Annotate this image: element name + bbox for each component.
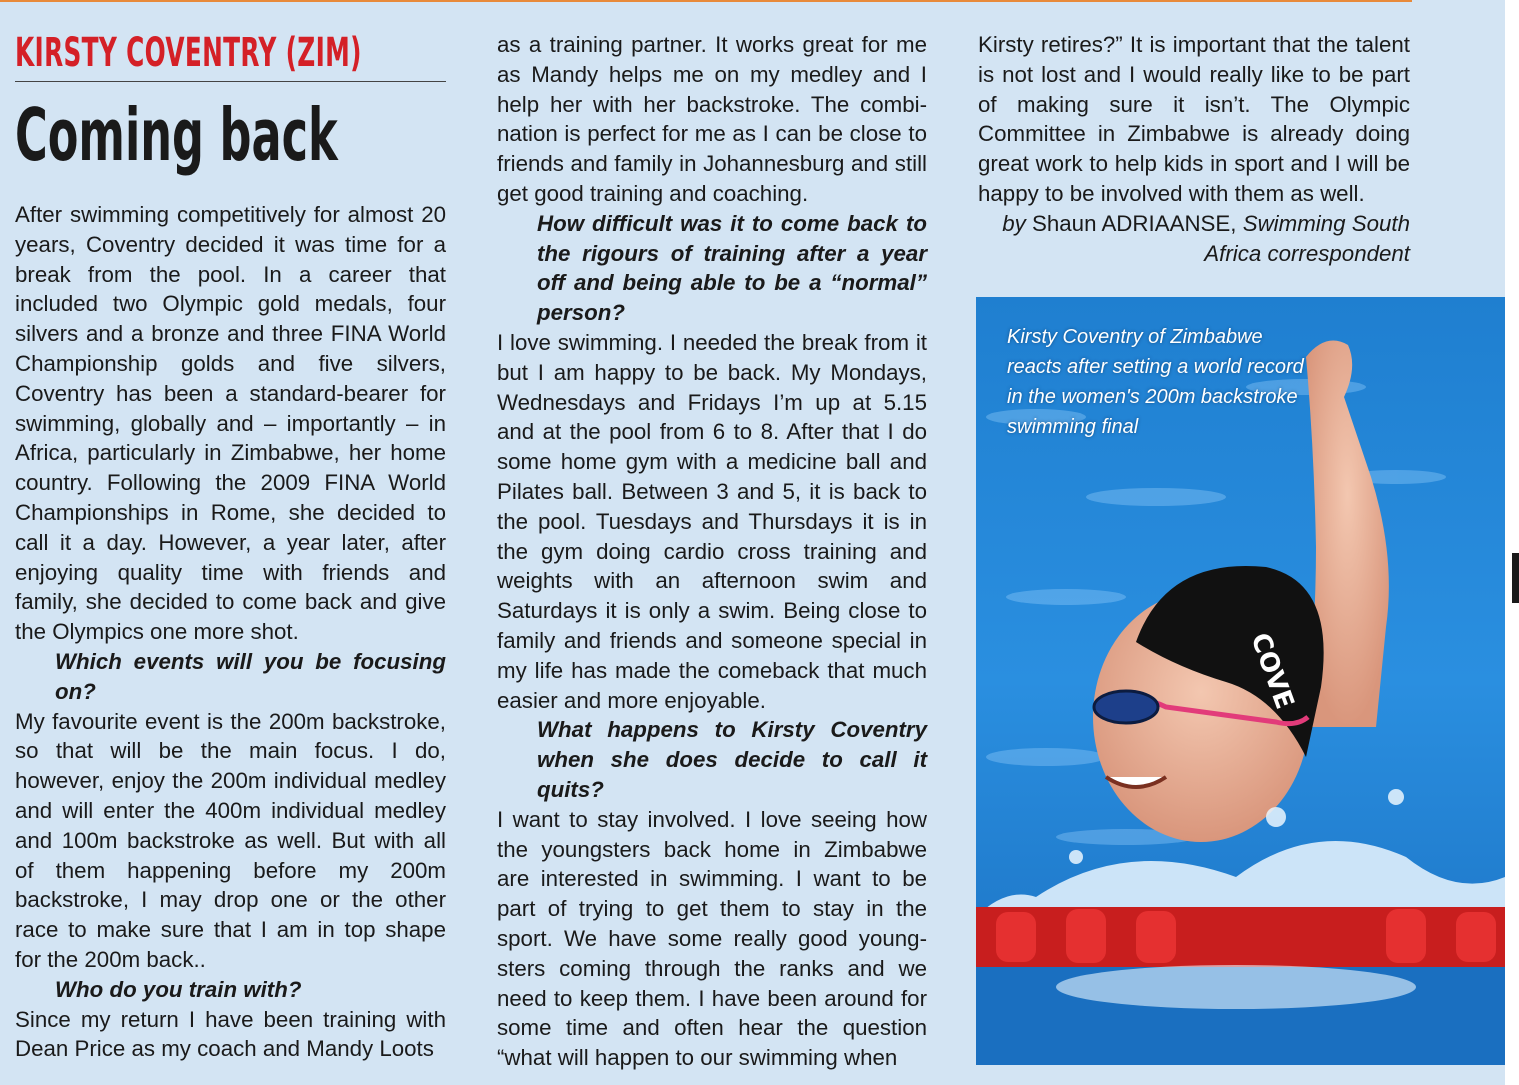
intro-paragraph: After swimming competitively for almost 20 years, Coventry decided it was time for a break from the pool. In a career that included two Olympic gold medals, four silvers and a bronze and three FINA World Championship golds and five silvers, Coventry has been a standard-bearer for swimming, globally and – importantly – in Africa, particularly in Zimbabwe, her home country. Following the 2009 FINA World Championships in Rome, she decided to call it a day. However, a year later, after enjoying quality time with friends and family, she decided to come back and give the Olympics one more shot. [15, 202, 446, 645]
goggle-lens [1094, 691, 1158, 723]
page-edge [1505, 0, 1519, 1085]
kicker-divider [15, 81, 446, 82]
byline-by: by [1002, 210, 1026, 236]
photo-caption: Kirsty Coventry of Zimbabwe reacts after setting a world record in the women's 200m backstroke swimming final [1007, 326, 1304, 438]
article-headline: Coming back [15, 93, 338, 177]
question-4: What happens to Kirsty Coventry when she does decide to call it quits? [537, 717, 927, 802]
question-2: Who do you train with? [55, 976, 302, 1002]
answer-2-part-2: as a training partner. It works great for me as Mandy helps me on my medley and I help her with her backstroke. The combination is perfect for me as I can be close to friends and family in Johannesburg and still get good training and coaching. [497, 32, 927, 206]
answer-1: My favourite event is the 200m backstroke, so that will be the main focus. I do, however, enjoy the 200m individual medley and will enter the 400m individual medley and 100m backstroke as well. But with all of them happening before my 200m backstroke, I may drop one or the other race to make sure that I am in top shape for the 200m back.. [15, 708, 446, 972]
column-3 [978, 30, 1410, 268]
answer-4-part-2: Kirsty retires?” It is important that the talent is not lost and I would really like to be part of making sure it isn’t. The Olympic Committee in Zimbabwe is already doing great work to help kids in sport and I will be happy to be involved with them as well. [978, 32, 1410, 206]
answer-4-part-1: I want to stay involved. I love seeing how the youngsters back home in Zimbabwe are interested in swimming. I want to be part of trying to get them to stay in the sport. We have some really good youngsters coming through the ranks and we need to keep them. I have been around for some time and often hear the question “what will happen to our swimming when [497, 806, 927, 1071]
article-kicker: KIRSTY COVENTRY (ZIM) [15, 30, 362, 76]
answer-2-part-1: Since my return I have been training with Dean Price as my coach and Mandy Loots [15, 1006, 446, 1062]
lane-rope [976, 907, 1505, 967]
answer-3: I love swimming. I needed the break from it but I am happy to be back. My Mondays, Wednesdays and Fridays I’m up at 5.15 and at the pool from 6 to 8. After that I do some home gym with a medicine ball and Pilates ball. Between 3 and 5, it is back to the pool. Tuesdays and Thursdays it is in the gym doing cardio cross training and weights with an afternoon swim and Saturdays it is only a swim. Being close to family and friends and someone special in my life has made the comeback that much easier and more enjoyable. [497, 329, 927, 713]
column-2 [497, 30, 927, 1073]
byline-name: Shaun ADRIAANSE, [1032, 210, 1237, 236]
page-edge-tab [1512, 553, 1519, 603]
byline-role: Swimming South Africa correspondent [1204, 210, 1410, 266]
splash-lower [1056, 965, 1416, 1009]
question-3: How difficult was it to come back to the rigours of training after a year off and being able to be a “normal” person? [537, 210, 927, 326]
byline [978, 209, 1410, 269]
swimmer-photo [976, 297, 1505, 1065]
question-1: Which events will you be focusing on? [55, 648, 446, 704]
column-1 [15, 28, 446, 1064]
top-accent-rule [0, 0, 1412, 2]
cap-lettering: COVE [1244, 629, 1300, 714]
